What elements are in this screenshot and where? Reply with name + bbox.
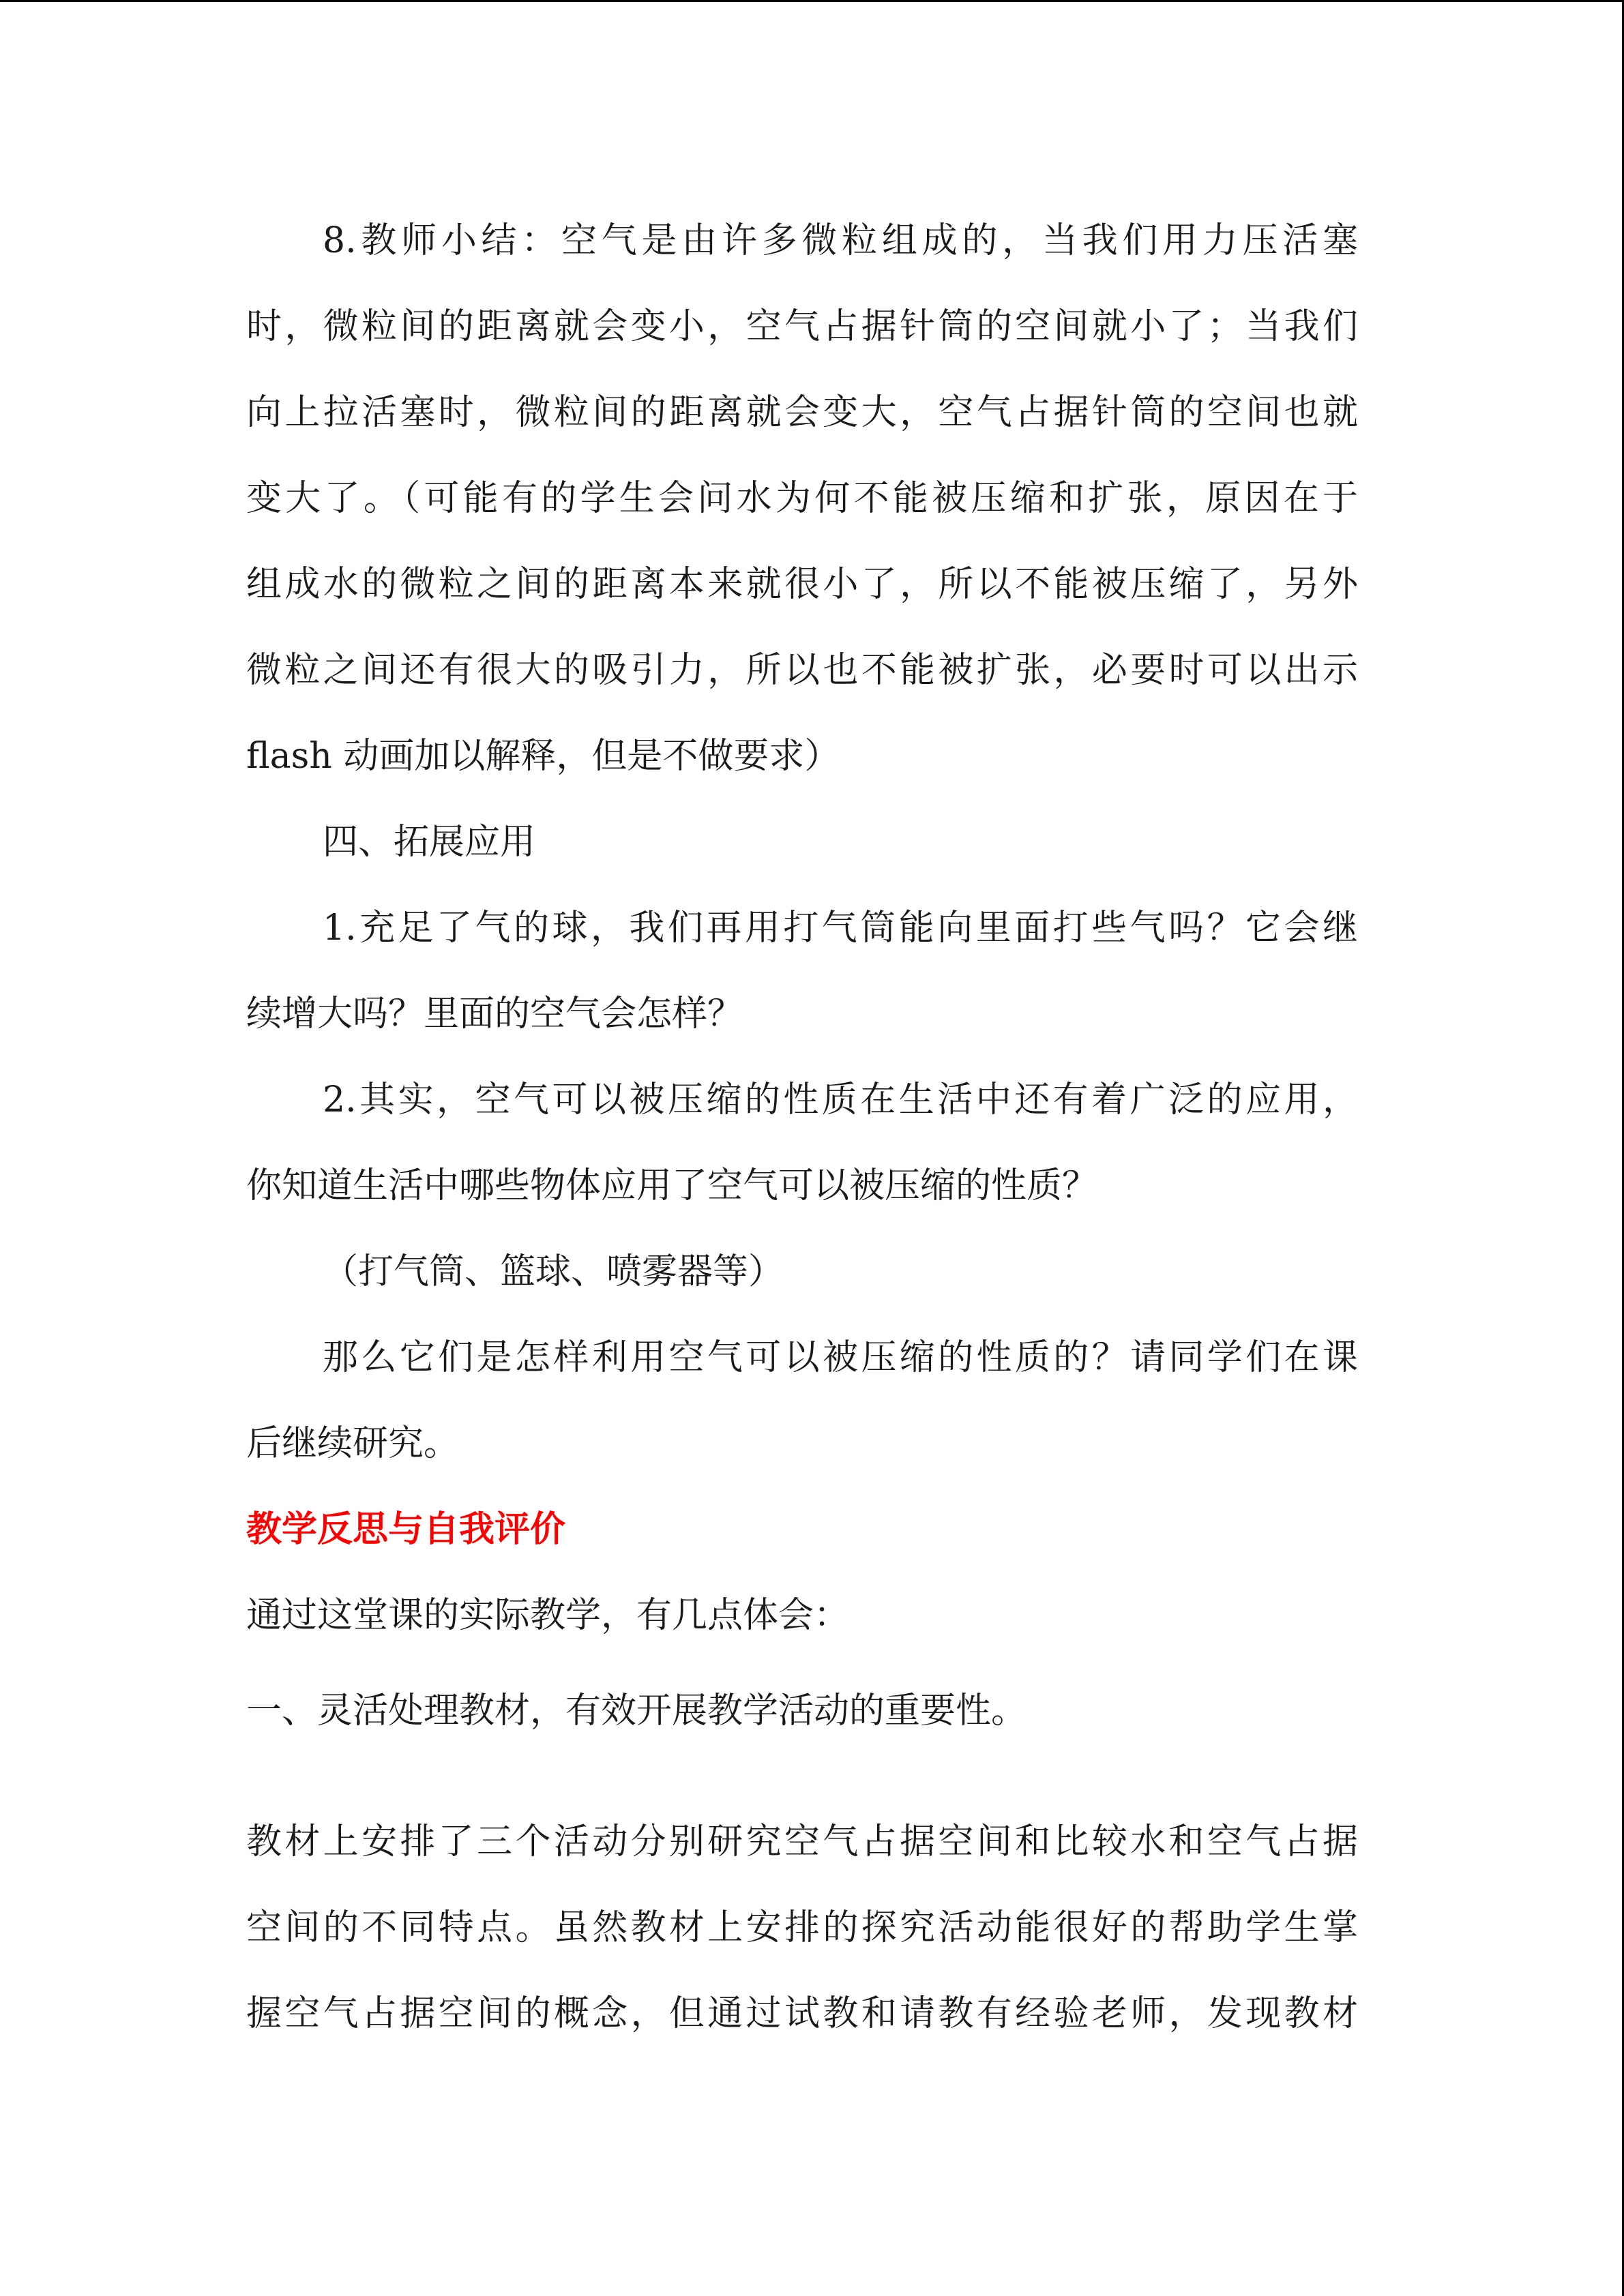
page-border-top [0, 0, 1624, 2]
text-line: 续增大吗？里面的空气会怎样？ [246, 994, 743, 1034]
text-line: 1.充足了气的球，我们再用打气筒能向里面打些气吗？它会继 [323, 908, 1358, 949]
text-line: 教材上安排了三个活动分别研究空气占据空间和比较水和空气占据 [246, 1821, 1358, 1862]
text-line: 变大了。（可能有的学生会问水为何不能被压缩和扩张，原因在于 [246, 478, 1358, 519]
text-line: 8.教师小结：空气是由许多微粒组成的，当我们用力压活塞 [323, 220, 1358, 261]
text-line: 微粒之间还有很大的吸引力，所以也不能被扩张，必要时可以出示 [246, 650, 1358, 691]
text-line: 后继续研究。 [246, 1423, 460, 1464]
question-1-paragraph [246, 885, 1358, 1057]
spacer [246, 1754, 1358, 1799]
document-body [246, 198, 1358, 2057]
text-line: 握空气占据空间的概念，但通过试教和请教有经验老师，发现教材 [246, 1993, 1358, 2034]
spacer [246, 1658, 1358, 1668]
point-1-body [246, 1799, 1358, 2057]
reflection-intro: 通过这堂课的实际教学，有几点体会： [246, 1595, 850, 1636]
text-line: 向上拉活塞时，微粒间的距离就会变大，空气占据针筒的空间也就 [246, 392, 1358, 433]
text-line: 时，微粒间的距离就会变小，空气占据针筒的空间就小了；当我们 [246, 306, 1358, 347]
followup-paragraph [246, 1315, 1358, 1487]
text-line: 组成水的微粒之间的距离本来就很小了，所以不能被压缩了，另外 [246, 564, 1358, 605]
text-line: 你知道生活中哪些物体应用了空气可以被压缩的性质？ [246, 1165, 1098, 1206]
section-heading: 四、拓展应用 [323, 822, 536, 863]
examples-line: （打气筒、篮球、喷雾器等） [323, 1251, 784, 1292]
question-2-paragraph [246, 1057, 1358, 1229]
point-1-heading: 一、灵活处理教材，有效开展教学活动的重要性。 [246, 1690, 1027, 1731]
text-line: 那么它们是怎样利用空气可以被压缩的性质的？请同学们在课 [323, 1337, 1358, 1378]
teacher-summary-paragraph [246, 198, 1358, 799]
reflection-heading: 教学反思与自我评价 [246, 1509, 566, 1550]
text-line: 空间的不同特点。虽然教材上安排的探究活动能很好的帮助学生掌 [246, 1907, 1358, 1948]
text-line: flash 动画加以解释，但是不做要求） [246, 736, 840, 777]
text-line: 2.其实，空气可以被压缩的性质在生活中还有着广泛的应用， [323, 1079, 1358, 1120]
